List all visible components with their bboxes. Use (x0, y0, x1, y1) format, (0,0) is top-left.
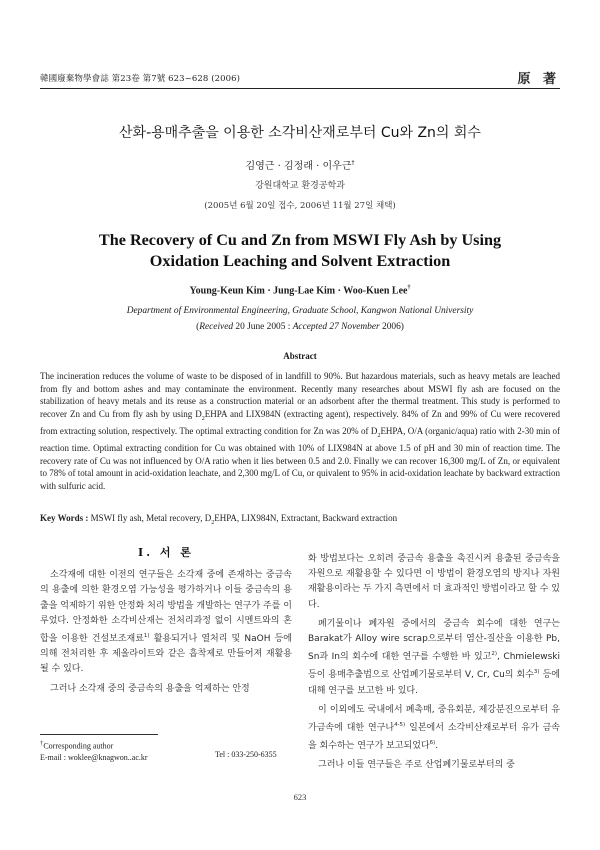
paragraph (308, 703, 560, 755)
english-dates: (Received 20 June 2005 : Accepted 27 November 2006) (196, 322, 404, 332)
page-number: 623 (293, 792, 307, 802)
abstract-part: The incineration reduces the volume of waste to be disposed of in landfill to 90%. But hazardous materials, such as heavy metals are leached from fly and bottom ashes and may contaminate the environment. Recently many researches about MSWI fly ash are focused on the stabilization of heavy metals and its reuse as a construction material or an adsorbent after the thermal treatment. This study is performed to recover Zn and Cu from fly ash by using D (40, 371, 560, 419)
abstract-text (40, 370, 560, 492)
korean-affiliation: 강원대학교 환경공학과 (255, 181, 345, 191)
english-title (0, 230, 600, 272)
keywords-label: Key Words : (40, 513, 89, 523)
english-title-line1: The Recovery of Cu and Zn from MSWI Fly Ash by Using (98, 231, 502, 249)
accepted-year: 2006 (382, 322, 401, 332)
corresponding-mark-en: † (407, 285, 411, 291)
citation: 3) (533, 669, 540, 676)
footnote-tel: Tel : 033-250-6355 (215, 750, 277, 759)
citation: 1) (143, 633, 150, 640)
korean-dates: (2005년 6월 20일 접수, 2006년 11월 27일 채택) (204, 201, 396, 211)
english-authors (0, 285, 600, 296)
journal-header (40, 68, 560, 86)
section-heading-intro: I. 서 론 (138, 546, 194, 559)
accepted-label: Accepted (292, 322, 328, 332)
english-affiliation: Department of Environmental Engineering, Graduate School, Kangwon National University (126, 306, 474, 316)
corresponding-mark: † (351, 159, 355, 167)
text-run: 등에 대해 연구를 보고한 바 있다. (308, 670, 560, 696)
subscript: 2 (377, 432, 381, 439)
citation: 2) (491, 651, 498, 658)
abstract-part: EHPA, O/A (organic/aqua) ratio with 2-30 min of reaction time. Optimal extracting condition for Cu was obtained with 10% of LIX984N at above 1.5 of pH and 30 min of reaction time. The recovery rate of Cu was not influenced by O/A ratio when it lies between 0.5 and 2.0. Finally we can recover 16,300 mg/L of Zn, or equivalent to 78% of total amount in acid-oxidation leachate, and 2,300 mg/L of Cu, or quivalent to 95% in acid-oxidation leachate by backward extraction with sulfuric acid. (40, 425, 560, 491)
korean-author-names: 김영근 · 김정래 · 이우근 (245, 161, 352, 172)
text-run: 소각재에 대한 이전의 연구들은 소각재 중에 존재하는 중금속의 용출에 의한 환경오염 가능성을 평가하거나 이들 중금속의 용출을 억제하기 위한 안정화 처리 방법을 개발하는 연구가 주를 이루었다. 안정화한 소각비산재는 전처리과정 없이 시멘트와의 혼합을 이용한 건설보조재료 (40, 570, 292, 645)
subscript: 2 (211, 519, 215, 526)
subscript: 2 (201, 415, 205, 422)
journal-citation: 韓國廢棄物學會誌 第23卷 第7號 623~628 (2006) (40, 74, 241, 84)
text-run: 활용되거나 열처리 및 NaOH 등에 의해 전처리한 후 제올라이트와 같은 흡착제로 만들어져 재활용될 수 있다. (40, 634, 293, 675)
english-title-line2: Oxidation Leaching and Solvent Extraction (149, 252, 451, 270)
korean-authors (0, 157, 600, 172)
footnote-mark: † (40, 740, 44, 747)
paragraph: 그러나 소각재 중의 중금속의 용출을 억제하는 안정 (50, 683, 250, 694)
paragraph: 화 방법보다는 오히려 중금속 용출을 촉진시켜 용출된 중금속을 자원으로 재활용할 수 있다면 이 방법이 환경오염의 방지나 자원재활용이라는 두 가지 측면에서 더 효과적인 방법이라고 할 수 있다. (308, 554, 560, 610)
paragraph (308, 617, 560, 699)
header-rule (40, 88, 560, 89)
article-type-badge: 原 著 (517, 72, 560, 87)
english-author-names: Young-Keun Kim · Jung-Lae Kim · Woo-Kuen Lee (189, 285, 408, 297)
footnote-label: Corresponding author (43, 741, 114, 751)
accepted-date: 27 November (329, 322, 380, 332)
paragraph (40, 568, 292, 677)
citation: 6) (429, 740, 436, 747)
paragraph: 그러나 이들 연구들은 주로 산업폐기물로부터의 중 (318, 760, 515, 771)
citation: 4-5) (394, 722, 406, 729)
text-run: 폐기물이나 폐자원 중에서의 중금속 회수에 대한 연구는 Barakat가 Alloy wire scrap으로부터 염산-질산을 이용한 Pb, Sn과 In의 회수에 대한 연구를 수행한 바 있고 (308, 618, 560, 663)
right-column (308, 552, 560, 778)
left-column (40, 545, 292, 701)
footnote-email: E-mail : woklee@knagwon..ac.kr (40, 752, 148, 762)
keywords-part: MSWI fly ash, Metal recovery, D (90, 513, 212, 523)
text-run: 일본에서 소각비산재로부터 유가 금속을 회수하는 연구가 보고되었다 (308, 723, 560, 752)
abstract-heading: Abstract (283, 351, 317, 361)
text-run: 이 이외에도 국내에서 폐촉매, 중유회분, 제강분진으로부터 유가금속에 대한 연구나 (308, 704, 560, 734)
keywords (40, 513, 560, 526)
text-run: . (435, 741, 439, 752)
abstract-part: EHPA and LIX984N (extracting agent), respectively. 84% of Zn and 99% of Cu were recovered from extracting solution, respectively. The optimal extracting condition for Zn was 20% of D (40, 408, 560, 436)
korean-title: 산화-용매추출을 이용한 소각비산재로부터 Cu와 Zn의 회수 (119, 125, 481, 141)
received-date: 20 June 2005 (235, 322, 286, 332)
footnote-rule (40, 734, 158, 735)
footnote (40, 738, 300, 763)
text-run: , Chmielewski 등이 용매추출법으로 산업폐기물로부터 V, Cr, Cu의 회수 (308, 652, 560, 681)
keywords-part: EHPA, LIX984N, Extractant, Backward extraction (214, 513, 398, 523)
received-label: Received (199, 322, 234, 332)
